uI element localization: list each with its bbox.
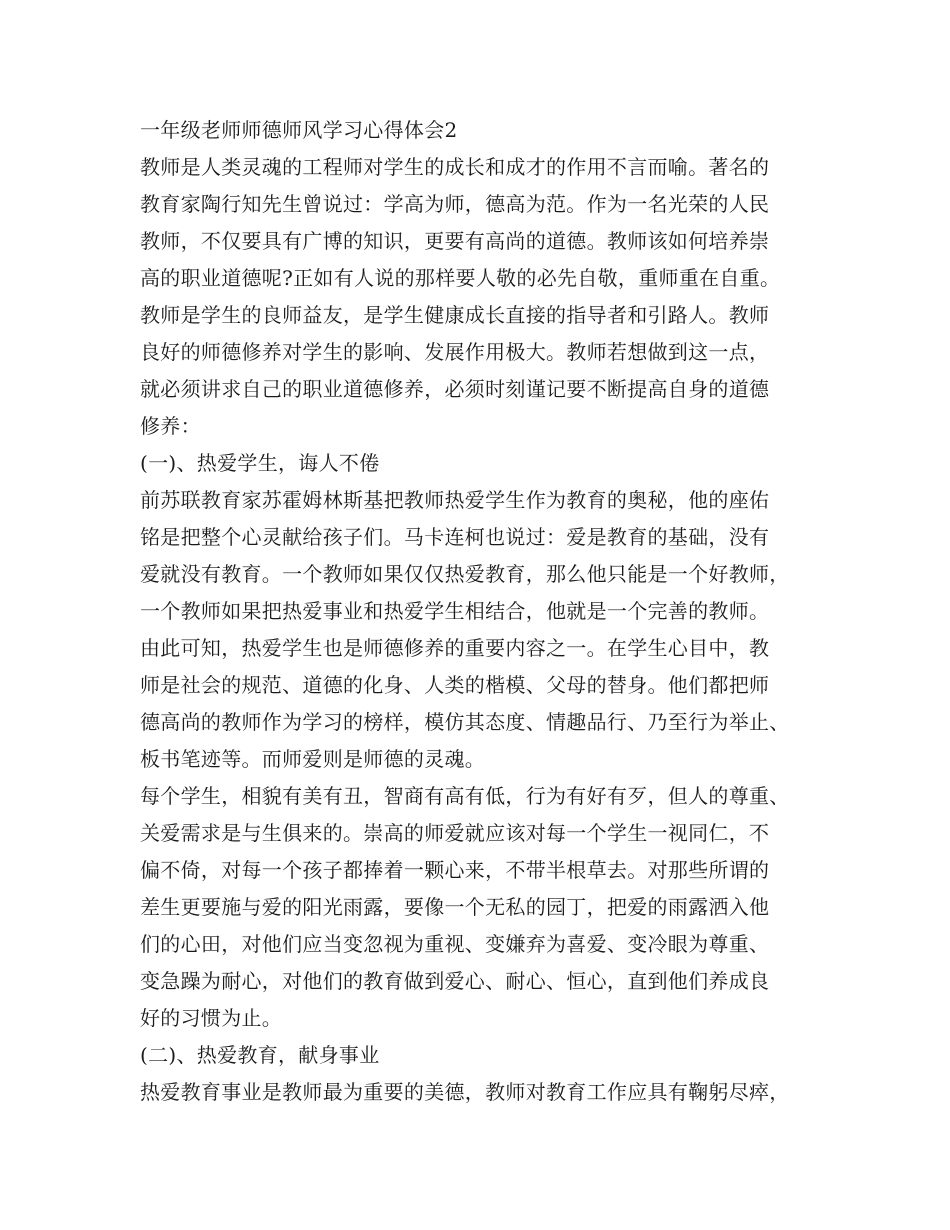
document-title: 一年级老师师德师风学习心得体会2 [140, 118, 458, 142]
text-line: 们的心田，对他们应当变忽视为重视、变嫌弃为喜爱、变冷眼为尊重、 [140, 932, 770, 956]
text-line: 良好的师德修养对学生的影响、发展作用极大。教师若想做到这一点， [140, 340, 770, 364]
text-line: 板书笔迹等。而师爱则是师德的灵魂。 [140, 747, 486, 771]
text-line: 好的习惯为止。 [140, 1006, 283, 1030]
text-line: 修养： [140, 414, 201, 438]
section-heading-2: (二)、热爱教育，献身事业 [140, 1043, 380, 1067]
text-line: 由此可知，热爱学生也是师德修养的重要内容之一。在学生心目中，教 [140, 636, 770, 660]
text-line: 教师，不仅要具有广博的知识，更要有高尚的道德。教师该如何培养崇 [140, 229, 770, 253]
text-line: 变急躁为耐心，对他们的教育做到爱心、耐心、恒心，直到他们养成良 [140, 969, 770, 993]
text-line: 高的职业道德呢?正如有人说的那样要人敬的必先自敬，重师重在自重。 [140, 266, 781, 290]
text-line: 每个学生，相貌有美有丑，智商有高有低，行为有好有歹，但人的尊重、 [140, 784, 790, 808]
text-line: 关爱需求是与生俱来的。崇高的师爱就应该对每一个学生一视同仁，不 [140, 821, 770, 845]
text-line: 教师是学生的良师益友，是学生健康成长直接的指导者和引路人。教师 [140, 303, 770, 327]
text-line: 偏不倚，对每一个孩子都捧着一颗心来，不带半根草去。对那些所谓的 [140, 858, 770, 882]
text-line: 一个教师如果把热爱事业和热爱学生相结合，他就是一个完善的教师。 [140, 599, 770, 623]
text-line: 教师是人类灵魂的工程师对学生的成长和成才的作用不言而喻。著名的 [140, 155, 770, 179]
document-body [140, 112, 840, 1111]
text-line: 差生更要施与爱的阳光雨露，要像一个无私的园丁，把爱的雨露洒入他 [140, 895, 770, 919]
text-line: 教育家陶行知先生曾说过：学高为师，德高为范。作为一名光荣的人民 [140, 192, 770, 216]
text-line: 热爱教育事业是教师最为重要的美德，教师对教育工作应具有鞠躬尽瘁， [140, 1080, 790, 1104]
section-heading-1: (一)、热爱学生，诲人不倦 [140, 451, 380, 475]
text-line: 铭是把整个心灵献给孩子们。马卡连柯也说过：爱是教育的基础，没有 [140, 525, 770, 549]
text-line: 前苏联教育家苏霍姆林斯基把教师热爱学生作为教育的奥秘，他的座佑 [140, 488, 770, 512]
text-line: 爱就没有教育。一个教师如果仅仅热爱教育，那么他只能是一个好教师， [140, 562, 790, 586]
text-line: 就必须讲求自己的职业道德修养，必须时刻谨记要不断提高自身的道德 [140, 377, 770, 401]
text-line: 德高尚的教师作为学习的榜样，模仿其态度、情趣品行、乃至行为举止、 [140, 710, 790, 734]
text-line: 师是社会的规范、道德的化身、人类的楷模、父母的替身。他们都把师 [140, 673, 770, 697]
